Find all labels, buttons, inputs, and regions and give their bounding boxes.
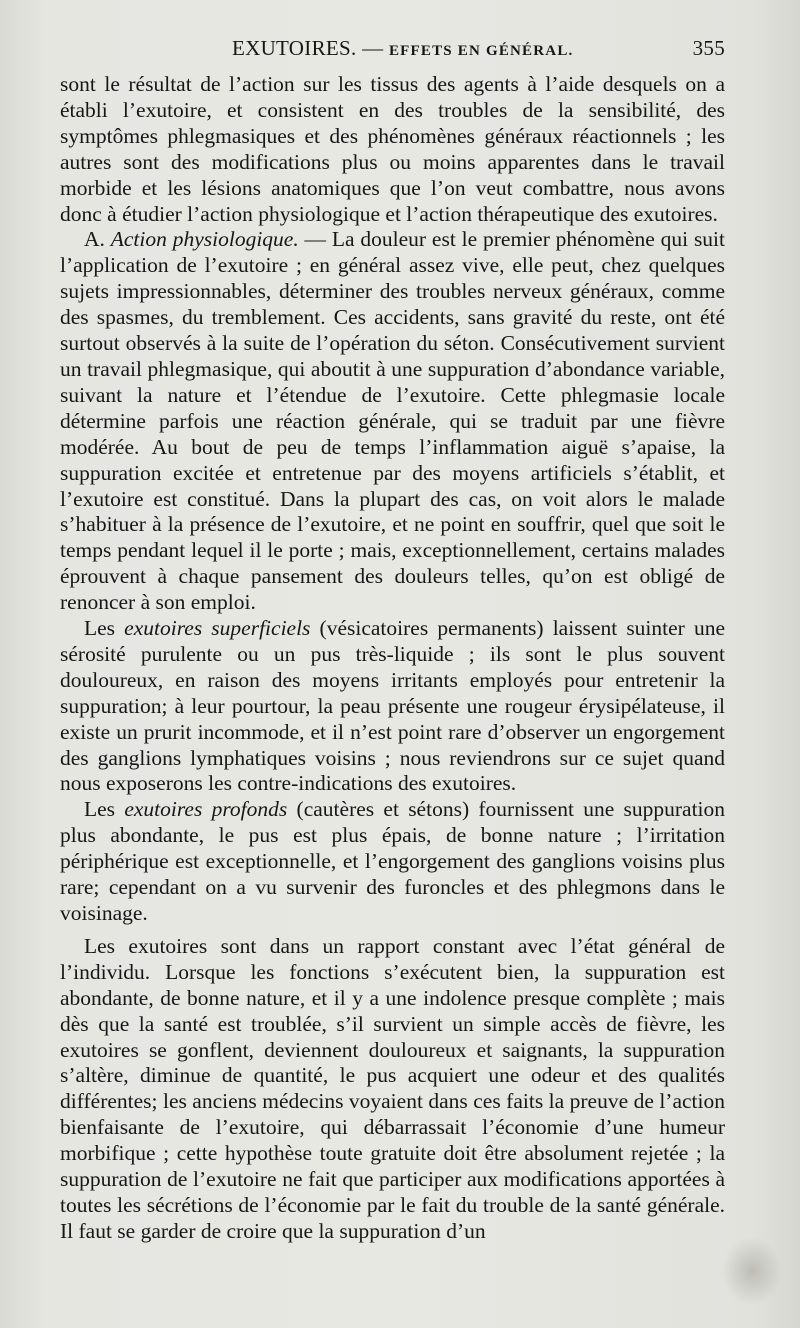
body-text — [60, 72, 725, 1245]
paragraph-continuation — [60, 72, 725, 227]
running-title-sub: EFFETS EN GÉNÉRAL. — [388, 43, 574, 59]
running-title — [232, 36, 574, 61]
running-title-main: EXUTOIRES. — [232, 36, 357, 60]
paragraph-action-physiologique — [60, 227, 725, 616]
paper-stain — [722, 1236, 782, 1306]
paragraph-text: (cautères et sétons) fournissent une suppuration plus abondante, le pus est plus épais, de bonne nature ; l’irritation périphérique est exceptionnelle, et l’engorgement des ganglions voisins plus rare; cependant on a vu survenir des furoncles et des phlegmons dans le voisinage. — [60, 797, 726, 925]
paragraph-exutoires-profonds — [60, 797, 725, 927]
italic-term: exutoires profonds — [124, 797, 288, 822]
page-number: 355 — [692, 36, 725, 60]
running-title-dash: — — [356, 36, 389, 60]
paragraph-text: Les exutoires sont dans un rapport constant avec l’état général de l’individu. Lorsque les fonctions s’exécutent bien, la suppuration est abondante, de bonne nature, et il y a une indolence presque complète ; mais dès que la santé est troublée, s’il survient un simple accès de fièvre, les exutoires se gonflent, deviennent douloureux et saignants, la suppuration s’altère, diminue de quantité, le pus acquiert une odeur et des qualités différentes; les anciens médecins voyaient dans ces faits la preuve de l’action bienfaisante de l’exutoire, qui débarrassait l’économie d’une humeur morbifique ; cette hypothèse toute gratuite doit être absolument rejetée ; la suppuration de l’exutoire ne fait que participer aux modifications apportées à toutes les sécrétions de l’économie par le fait du trouble de la santé générale. Il faut se garder de croire que la suppuration d’un — [60, 933, 725, 1243]
paragraph-text: — La douleur est le premier phénomène qui suit l’application de l’exutoire ; en général assez vive, elle peut, chez quelques sujets impressionnables, déterminer des troubles nerveux généraux, comme des spasmes, du tremblement. Ces accidents, sans gravité du reste, ont été surtout observés à la suite de l’opération du séton. Consécutivement survient un travail phlegmasique, qui aboutit à une suppuration d’abondance variable, suivant la nature et l’étendue de l’exutoire. Cette phlegmasie locale détermine parfois une réaction générale, qui se traduit par une fièvre modérée. Au bout de peu de temps l’inflammation aiguë s’apaise, la suppuration excitée et entretenue par des moyens artificiels s’établit, et l’exutoire est constitué. Dans la plupart des cas, on voit alors le malade s’habituer à la présence de l’exutoire, et ne point en souffrir, quel que soit le temps pendant lequel il le porte ; mais, exceptionnellement, certains malades éprouvent à chaque pansement des douleurs telles, qu’on est obligé de renoncer à son emploi. — [60, 227, 726, 615]
paragraph-text: sont le résultat de l’action sur les tissus des agents à l’aide desquels on a établi l’exutoire, et consistent en des troubles de la sensibilité, des symptômes phlegmasiques et des phénomènes généraux réactionnels ; les autres sont des modifications plus ou moins apparentes dans le travail morbide et les lésions anatomiques que l’on veut combattre, nous avons donc à étudier l’action physiologique et l’action thérapeutique des exutoires. — [60, 72, 725, 226]
paragraph-lead: A. — [84, 227, 111, 252]
paragraph-exutoires-superficiels — [60, 616, 725, 797]
italic-term: exutoires superficiels — [124, 616, 311, 641]
paragraph-etat-general — [60, 934, 725, 1245]
paragraph-lead: Les — [84, 797, 125, 822]
running-header — [60, 36, 725, 64]
paragraph-text: (vésicatoires permanents) laissent suinter une sérosité purulente ou un pus très-liquide ; ils sont le plus souvent douloureux, en raison des moyens irritants employés pour entretenir la suppuration; à leur pourtour, la peau présente une rougeur érysipélateuse, il existe un prurit incommode, et il n’est point rare d’observer un engorgement des ganglions lymphatiques voisins ; nous reviendrons sur ce sujet quand nous exposerons les contre-indications des exutoires. — [60, 616, 725, 796]
paragraph-lead: Les — [84, 616, 125, 641]
section-heading: Action physiologique. — [110, 227, 299, 252]
